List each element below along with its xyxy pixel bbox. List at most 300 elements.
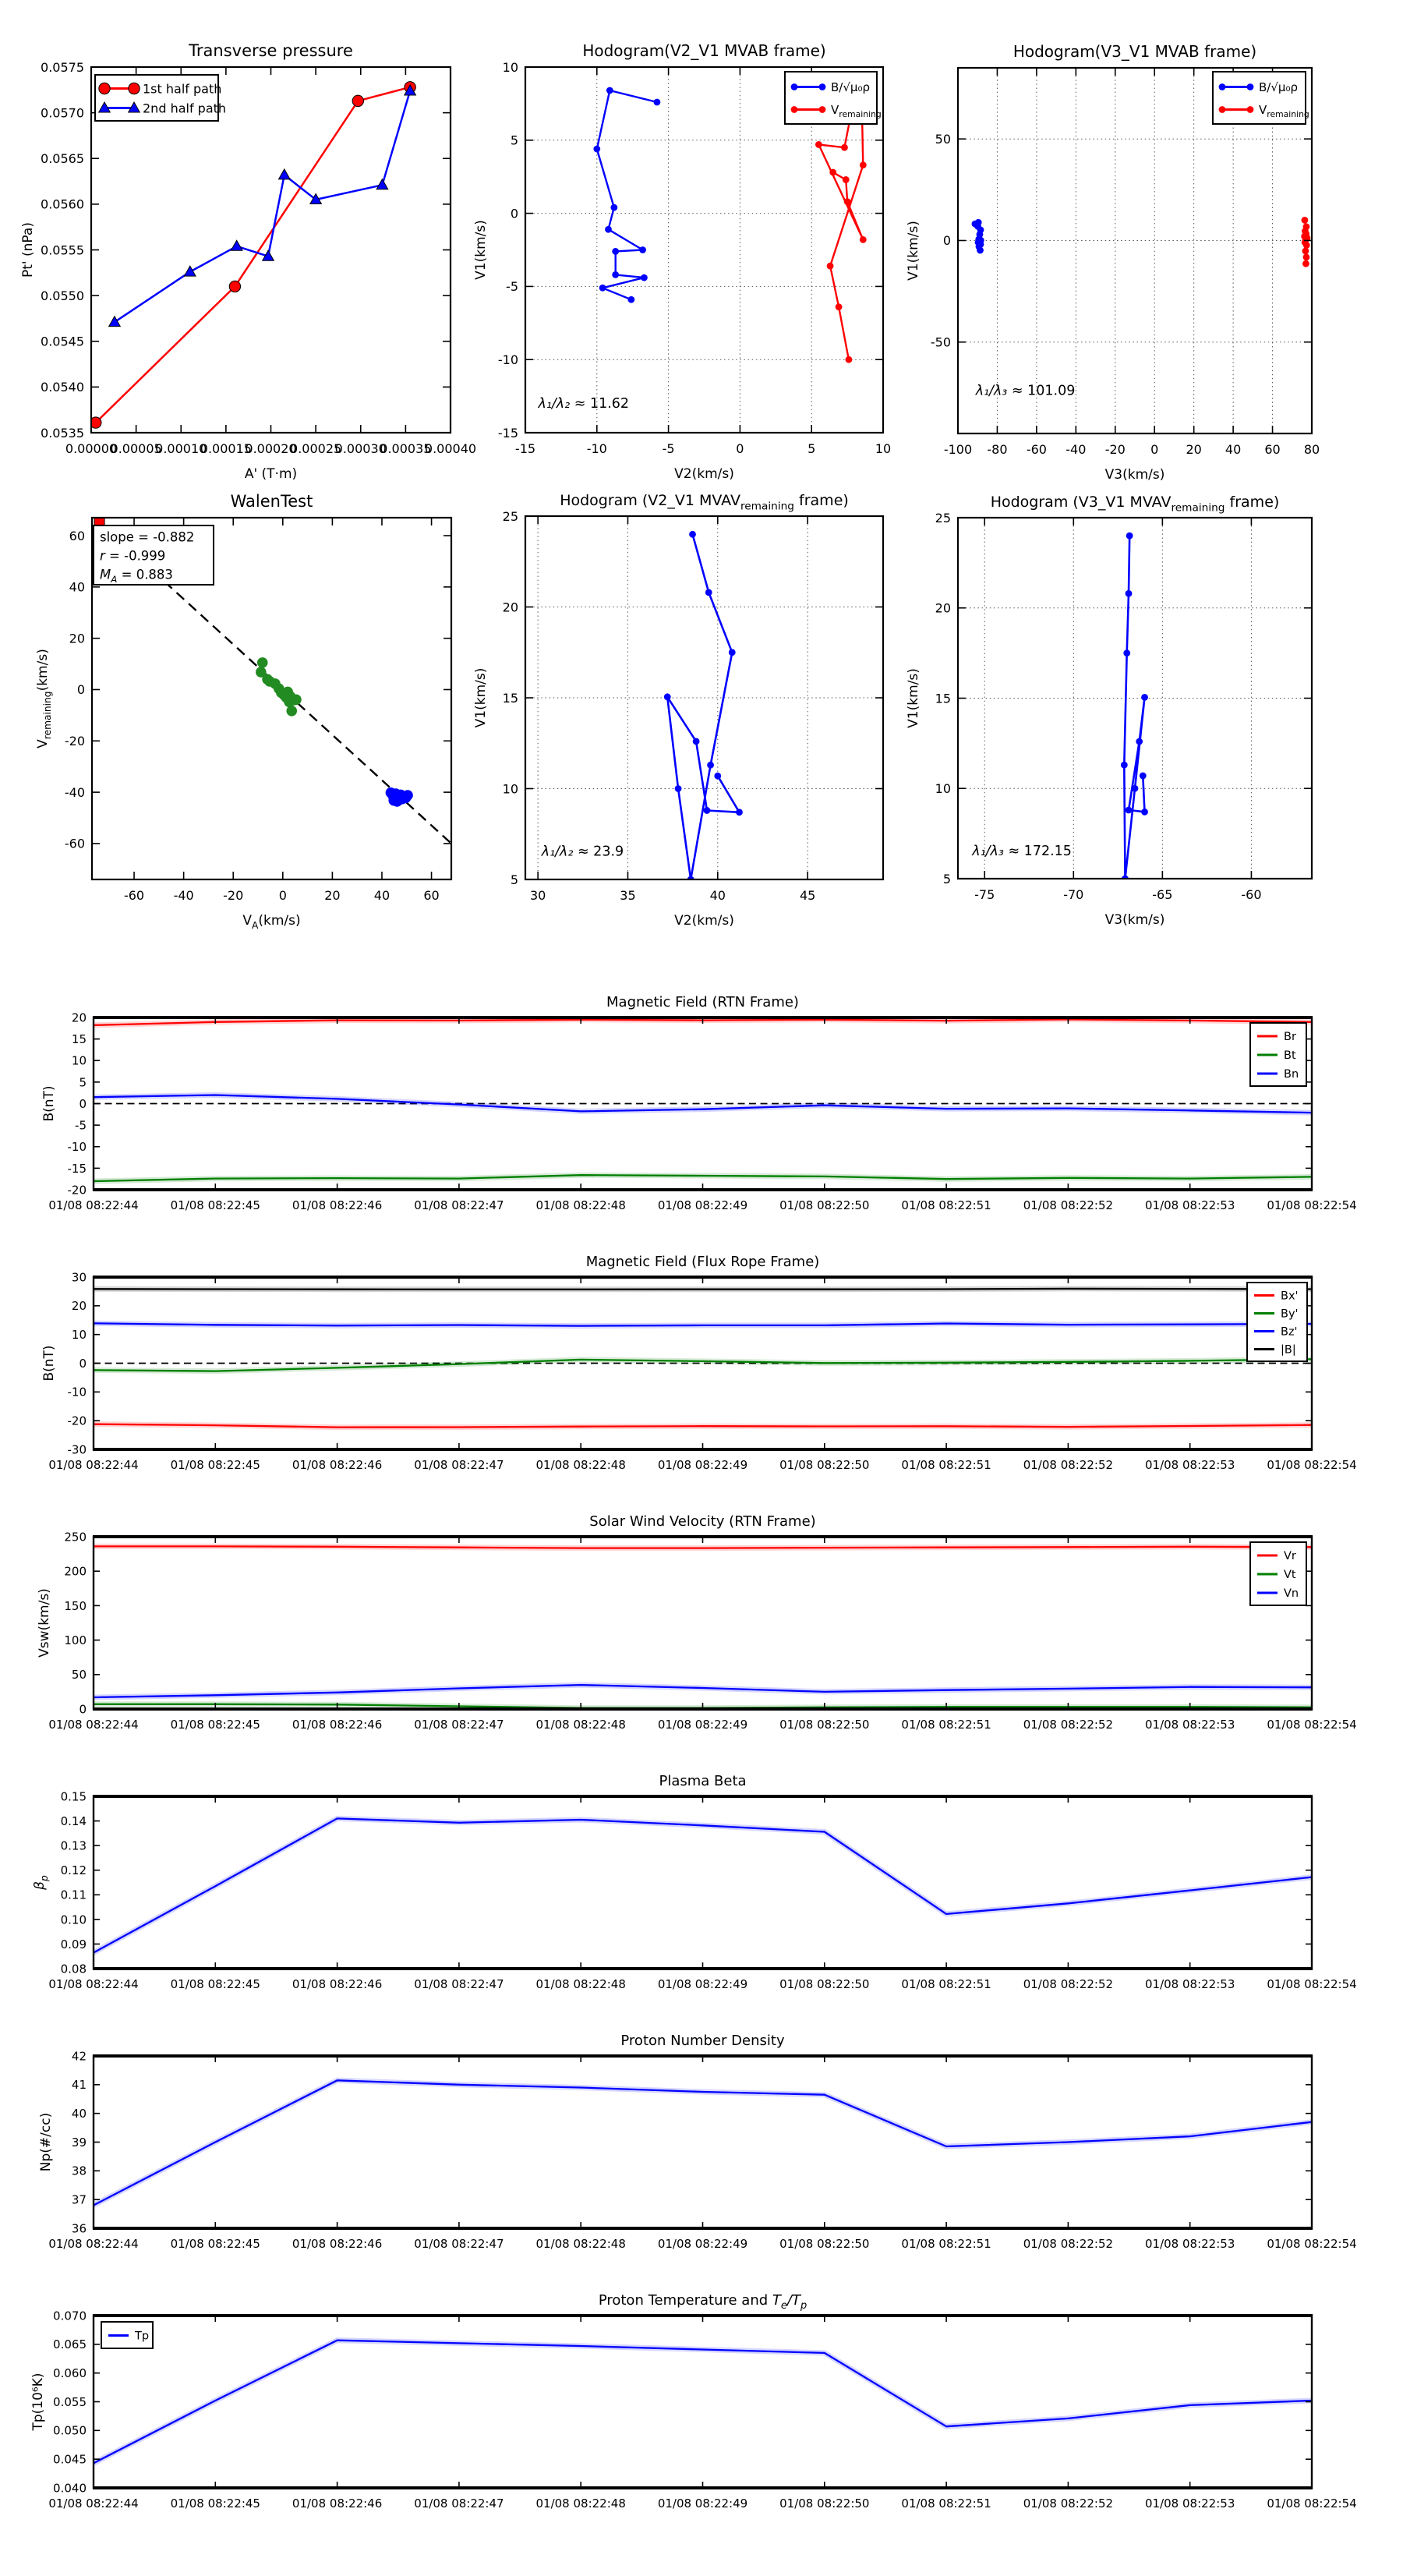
x-tick-label: 01/08 08:22:45: [170, 2496, 260, 2511]
y-tick-label: 20: [71, 1010, 87, 1025]
series-b-sqrt-mu0-rho-: [593, 87, 660, 303]
y-tick-label: 20: [502, 600, 518, 615]
stats-line: slope = -0.882: [100, 529, 195, 545]
y-axis-label: $\beta_p$: [32, 1875, 50, 1890]
x-tick-label: 0.00030: [334, 441, 387, 456]
x-tick-label: -60: [1241, 887, 1262, 902]
chart-title: Solar Wind Velocity (RTN Frame): [589, 1513, 816, 1530]
series-group: [664, 531, 743, 883]
marker-dot: [1126, 590, 1133, 597]
marker-dot: [675, 785, 682, 792]
y-tick-label: 0.14: [60, 1813, 87, 1828]
marker-dot: [394, 794, 405, 805]
marker-circle: [99, 83, 110, 94]
stats-line: $M_A = 0.883$: [100, 567, 173, 586]
x-axis-label: A' (T·m): [244, 466, 298, 482]
x-tick-label: 01/08 08:22:51: [901, 1458, 991, 1472]
x-tick-label: 10: [875, 441, 892, 456]
x-tick-label: 0: [1150, 442, 1159, 457]
marker-dot: [846, 356, 853, 363]
x-tick-label: 0.00015: [200, 441, 252, 456]
x-tick-label: 01/08 08:22:46: [292, 1977, 383, 1991]
x-tick-label: 01/08 08:22:44: [48, 1977, 139, 1991]
x-tick-label: 60: [423, 888, 440, 903]
series-group: [1121, 533, 1148, 883]
series--b-: [94, 1289, 1312, 1290]
y-tick-label: 0.13: [60, 1838, 87, 1853]
x-tick-label: 01/08 08:22:51: [901, 2237, 991, 2251]
x-tick-label: 01/08 08:22:48: [535, 1198, 626, 1212]
y-tick-label: 0.045: [53, 2452, 87, 2467]
x-tick-label: 0.00035: [380, 441, 432, 456]
marker-dot: [257, 657, 268, 668]
x-tick-label: 01/08 08:22:51: [901, 1977, 991, 1991]
marker-dot: [605, 226, 612, 233]
chart-title: Proton Number Density: [620, 2033, 785, 2049]
x-tick-label: 01/08 08:22:48: [535, 2237, 626, 2251]
x-tick-label: 01/08 08:22:53: [1145, 2237, 1235, 2251]
marker-triangle: [231, 240, 242, 250]
y-tick-label: 0.0555: [41, 242, 84, 258]
x-tick-label: 01/08 08:22:53: [1145, 1977, 1235, 1991]
series-vr: [94, 1546, 1312, 1548]
x-tick-label: 40: [709, 888, 726, 903]
marker-dot: [606, 87, 613, 94]
y-tick-label: -15: [497, 425, 518, 441]
marker-dot: [819, 83, 826, 90]
marker-dot: [819, 106, 826, 113]
x-tick-label: 01/08 08:22:53: [1145, 2496, 1235, 2511]
x-tick-label: -40: [1066, 442, 1087, 457]
x-tick-label: -75: [974, 887, 995, 902]
x-tick-label: 0.00005: [110, 441, 162, 456]
x-tick-label: 20: [1186, 442, 1202, 457]
x-tick-label: 01/08 08:22:54: [1267, 1977, 1357, 1991]
marker-dot: [791, 83, 798, 90]
chart-proton-density: [38, 2033, 1357, 2251]
x-tick-label: -10: [586, 441, 607, 456]
y-tick-label: 30: [71, 1270, 87, 1285]
x-tick-label: 0: [278, 888, 287, 903]
marker-dot: [1219, 106, 1226, 113]
marker-dot: [1126, 807, 1133, 814]
series-1st-half-path: [90, 82, 416, 429]
legend: [95, 75, 226, 121]
x-tick-label: 01/08 08:22:48: [535, 1718, 626, 1732]
annotation: λ₁/λ₂ ≈ 23.9: [541, 844, 624, 860]
x-tick-label: 01/08 08:22:47: [414, 1458, 504, 1472]
marker-dot: [1123, 649, 1130, 656]
y-tick-label: 0: [76, 682, 85, 698]
x-tick-label: 0.00025: [290, 441, 342, 456]
x-tick-label: 01/08 08:22:53: [1145, 1198, 1235, 1212]
marker-dot: [1247, 106, 1254, 113]
y-tick-label: -20: [67, 1414, 87, 1428]
chart-walen-test: [35, 492, 451, 931]
x-tick-label: 01/08 08:22:45: [170, 2237, 260, 2251]
x-tick-label: 01/08 08:22:49: [657, 2237, 748, 2251]
marker-dot: [1247, 83, 1254, 90]
plot-border: [94, 1796, 1312, 1969]
x-tick-label: 80: [1303, 442, 1320, 457]
series-group: [94, 1546, 1312, 1707]
marker-dot: [841, 144, 848, 151]
y-tick-label: 38: [71, 2164, 87, 2178]
marker-dot: [693, 738, 700, 745]
y-tick-label: -5: [506, 279, 518, 295]
marker-dot: [705, 589, 712, 596]
series-by-: [94, 1359, 1312, 1371]
marker-dot: [815, 141, 822, 148]
x-tick-label: -15: [514, 441, 536, 456]
y-tick-label: 40: [71, 2107, 87, 2121]
y-tick-label: 150: [64, 1598, 87, 1613]
y-tick-label: 15: [502, 690, 518, 706]
x-tick-label: 01/08 08:22:47: [414, 2496, 504, 2511]
x-axis-label: V3(km/s): [1104, 467, 1165, 483]
marker-dot: [1141, 809, 1148, 816]
legend-label: $V_{remaining}$: [831, 102, 882, 120]
y-tick-label: 10: [71, 1328, 87, 1343]
y-tick-label: 50: [71, 1668, 87, 1683]
x-tick-label: 01/08 08:22:54: [1267, 1198, 1357, 1212]
x-tick-label: 35: [620, 888, 636, 903]
y-tick-label: 0.0570: [41, 105, 84, 121]
x-tick-label: 45: [799, 888, 816, 903]
x-tick-label: 60: [1264, 442, 1281, 457]
chart-title: Magnetic Field (RTN Frame): [606, 994, 799, 1010]
x-tick-label: 01/08 08:22:48: [535, 1458, 626, 1472]
grid: [958, 518, 1312, 879]
legend: [1250, 1542, 1306, 1605]
marker-circle: [129, 83, 140, 94]
x-tick-label: 01/08 08:22:46: [292, 1458, 383, 1472]
y-tick-label: 0.070: [53, 2309, 87, 2323]
ticks: [91, 67, 451, 433]
marker-triangle: [376, 179, 388, 189]
x-tick-label: 01/08 08:22:50: [779, 2496, 870, 2511]
chart-hodogram-v2v1-mvav: [473, 492, 883, 929]
y-tick-label: 20: [69, 631, 85, 646]
marker-dot: [610, 204, 617, 211]
y-axis-label: Tp(10⁶K): [30, 2373, 46, 2431]
y-tick-label: 20: [71, 1299, 87, 1314]
x-tick-label: 01/08 08:22:54: [1267, 1718, 1357, 1732]
y-tick-label: 0.10: [60, 1913, 87, 1927]
series-bz-: [94, 1323, 1312, 1325]
chart-hodogram-v3v1-mvab: [906, 42, 1320, 483]
x-tick-label: 01/08 08:22:50: [779, 2237, 870, 2251]
y-tick-label: 0: [79, 1356, 87, 1371]
y-tick-label: 0: [942, 233, 951, 249]
marker-dot: [1132, 785, 1139, 792]
x-axis-label: V2(km/s): [674, 466, 734, 482]
y-tick-label: -50: [930, 334, 951, 350]
marker-dot: [639, 246, 646, 253]
marker-dot: [704, 807, 711, 814]
y-tick-label: 250: [64, 1530, 87, 1545]
x-tick-label: 20: [324, 888, 341, 903]
y-tick-label: 0.060: [53, 2366, 87, 2381]
y-tick-label: 0.0560: [41, 196, 84, 212]
legend-label: Vr: [1284, 1550, 1296, 1563]
ticks: [958, 518, 1312, 879]
marker-dot: [1121, 762, 1128, 769]
chart-hodogram-v2v1-mvab: [473, 41, 891, 482]
series-tp: [94, 2341, 1312, 2464]
y-tick-label: -10: [67, 1140, 87, 1155]
ticks: [94, 2316, 1312, 2488]
legend-label: Bt: [1284, 1049, 1296, 1063]
marker-dot: [612, 248, 619, 255]
series-group: [94, 2341, 1312, 2464]
plot-border: [94, 2056, 1312, 2228]
y-axis-label: V1(km/s): [906, 668, 921, 728]
y-tick-label: 0.12: [60, 1863, 87, 1878]
marker-triangle: [278, 169, 290, 179]
chart-title: Magnetic Field (Flux Rope Frame): [585, 1254, 820, 1270]
y-tick-label: 0.055: [53, 2394, 87, 2409]
chart-title: Hodogram (V3_V1 $MVAV_{remaining}$ frame): [990, 494, 1280, 515]
y-tick-label: 0.050: [53, 2423, 87, 2438]
x-tick-label: 0.00040: [424, 441, 477, 456]
y-tick-label: 25: [502, 508, 518, 524]
chart-hodogram-v3v1-mvav: [906, 494, 1312, 928]
x-tick-label: 0.00000: [65, 441, 118, 456]
marker-triangle: [109, 317, 121, 327]
marker-dot: [286, 706, 297, 717]
marker-dot: [1219, 83, 1226, 90]
y-tick-label: 15: [71, 1032, 87, 1047]
marker-dot: [1302, 248, 1309, 255]
series-group: [94, 1020, 1312, 1182]
chart-title: Transverse pressure: [189, 41, 353, 60]
y-axis-label: $V_{remaining}(km/s)$: [35, 649, 53, 748]
legend: [101, 2322, 153, 2348]
legend-label: $V_{remaining}$: [1259, 102, 1309, 120]
y-axis-label: Pt' (nPa): [20, 222, 36, 278]
y-tick-label: 200: [64, 1564, 87, 1579]
x-tick-label: 40: [1225, 442, 1242, 457]
legend-label: |B|: [1281, 1343, 1296, 1357]
marker-dot: [791, 106, 798, 113]
chart-title: Hodogram (V2_V1 $MVAV_{remaining}$ frame): [560, 492, 849, 513]
x-tick-label: 01/08 08:22:49: [657, 1458, 748, 1472]
legend: [1247, 1283, 1307, 1361]
y-axis-label: V1(km/s): [473, 667, 489, 728]
y-axis-label: V1(km/s): [473, 220, 489, 280]
y-tick-label: 0.08: [60, 1962, 87, 1976]
y-tick-label: 0.040: [53, 2481, 87, 2496]
series-group: [593, 87, 866, 363]
x-tick-label: 01/08 08:22:54: [1267, 2237, 1357, 2251]
y-tick-label: -10: [67, 1385, 87, 1399]
series-mid-points: [256, 657, 302, 716]
marker-dot: [827, 263, 834, 270]
y-tick-label: 42: [71, 2049, 87, 2064]
x-tick-label: 30: [529, 888, 546, 903]
y-tick-label: -20: [64, 734, 85, 749]
y-tick-label: -20: [67, 1183, 87, 1198]
y-tick-label: 60: [69, 528, 85, 543]
y-axis-label: Vsw(km/s): [37, 1588, 52, 1658]
chart-title: Proton Temperature and $T_e/T_p$: [598, 2292, 808, 2312]
y-tick-label: 5: [79, 1075, 87, 1090]
y-tick-label: 5: [510, 872, 518, 887]
y-tick-label: 10: [71, 1053, 87, 1068]
x-tick-label: 01/08 08:22:52: [1023, 1198, 1114, 1212]
y-tick-label: -10: [497, 352, 518, 367]
chart-vsw-rtn: [37, 1513, 1357, 1732]
series-group: [94, 1289, 1312, 1428]
legend: [1250, 1023, 1306, 1086]
series-group: [94, 2080, 1312, 2205]
x-tick-label: 01/08 08:22:53: [1145, 1458, 1235, 1472]
x-tick-label: -60: [123, 888, 145, 903]
y-tick-label: 5: [942, 871, 951, 886]
marker-dot: [836, 303, 843, 310]
marker-dot: [829, 169, 836, 176]
marker-dot: [627, 296, 634, 303]
x-tick-label: 01/08 08:22:47: [414, 2237, 504, 2251]
ticks: [94, 1796, 1312, 1969]
y-axis-label: V1(km/s): [906, 221, 921, 281]
x-tick-label: 01/08 08:22:49: [657, 1198, 748, 1212]
y-tick-label: 40: [69, 579, 85, 595]
series-bx-: [94, 1424, 1312, 1428]
y-tick-label: -60: [64, 836, 85, 851]
chart-title: Plasma Beta: [659, 1773, 747, 1789]
x-tick-label: 01/08 08:22:52: [1023, 1718, 1114, 1732]
x-tick-label: 0: [736, 441, 744, 456]
y-tick-label: -40: [64, 784, 85, 800]
x-tick-label: 01/08 08:22:45: [170, 1198, 260, 1212]
chart-transverse-pressure: [20, 41, 476, 482]
x-tick-label: 01/08 08:22:54: [1267, 2496, 1357, 2511]
legend-label: 2nd half path: [143, 101, 227, 116]
marker-dot: [291, 695, 302, 706]
marker-triangle: [184, 266, 196, 276]
y-tick-label: 0.15: [60, 1789, 87, 1804]
legend-label: B/√μ₀ρ: [1259, 80, 1298, 94]
y-tick-label: 5: [510, 133, 518, 148]
x-tick-label: 01/08 08:22:46: [292, 2237, 383, 2251]
y-tick-label: 15: [935, 691, 951, 706]
plot-border: [91, 67, 451, 433]
marker-dot: [977, 247, 984, 254]
series-b-sqrt-mu0-rho-: [972, 219, 984, 253]
x-tick-label: 01/08 08:22:50: [779, 1977, 870, 1991]
x-axis-label: $V_A(km/s)$: [242, 913, 301, 931]
y-tick-label: 10: [502, 781, 518, 797]
x-tick-label: 01/08 08:22:50: [779, 1458, 870, 1472]
series-vn: [94, 1685, 1312, 1697]
x-tick-label: 01/08 08:22:47: [414, 1718, 504, 1732]
legend-label: B/√μ₀ρ: [831, 80, 870, 94]
x-tick-label: 01/08 08:22:52: [1023, 1977, 1114, 1991]
x-tick-label: 01/08 08:22:52: [1023, 2496, 1114, 2511]
y-tick-label: 41: [71, 2078, 87, 2093]
x-tick-label: 01/08 08:22:44: [48, 1458, 139, 1472]
x-axis-label: V2(km/s): [674, 913, 734, 929]
y-tick-label: 0.09: [60, 1937, 87, 1951]
y-tick-label: -30: [67, 1442, 87, 1457]
x-tick-label: -60: [1026, 442, 1047, 457]
x-tick-label: 01/08 08:22:53: [1145, 1718, 1235, 1732]
x-tick-label: -65: [1152, 887, 1173, 902]
legend-label: Bx': [1281, 1290, 1299, 1303]
marker-circle: [229, 281, 240, 292]
x-tick-label: 01/08 08:22:44: [48, 1718, 139, 1732]
y-tick-label: 25: [935, 510, 951, 525]
legend-label: 1st half path: [143, 81, 222, 97]
chart-plasma-beta: [32, 1773, 1357, 1991]
x-tick-label: 01/08 08:22:44: [48, 2237, 139, 2251]
marker-dot: [599, 285, 606, 292]
y-tick-label: 0.0545: [41, 334, 84, 349]
x-tick-label: 01/08 08:22:45: [170, 1977, 260, 1991]
x-tick-label: 01/08 08:22:54: [1267, 1458, 1357, 1472]
marker-dot: [1141, 694, 1148, 701]
marker-dot: [736, 809, 743, 816]
x-tick-label: -100: [943, 442, 973, 457]
x-tick-label: 01/08 08:22:44: [48, 2496, 139, 2511]
y-axis-label: B(nT): [41, 1345, 57, 1382]
series-v-remaining-hodogram: [664, 531, 743, 883]
x-tick-label: 01/08 08:22:49: [657, 1977, 748, 1991]
y-axis-label: Np(#/cc): [38, 2112, 54, 2172]
legend-label: Br: [1284, 1031, 1296, 1044]
x-tick-label: 01/08 08:22:51: [901, 1718, 991, 1732]
x-tick-label: 01/08 08:22:44: [48, 1198, 139, 1212]
marker-dot: [714, 773, 721, 780]
x-tick-label: 01/08 08:22:52: [1023, 1458, 1114, 1472]
marker-dot: [1302, 217, 1309, 224]
marker-circle: [352, 95, 363, 106]
series-bt: [94, 1175, 1312, 1181]
x-tick-label: -20: [223, 888, 244, 903]
x-tick-label: 01/08 08:22:50: [779, 1198, 870, 1212]
chart-mag-rtn: [41, 994, 1357, 1212]
chart-title: Hodogram(V3_V1 MVAB frame): [1012, 42, 1257, 61]
x-tick-label: 01/08 08:22:48: [535, 1977, 626, 1991]
y-tick-label: 20: [935, 600, 951, 616]
x-tick-label: 01/08 08:22:49: [657, 2496, 748, 2511]
y-tick-label: 37: [71, 2192, 87, 2207]
grid: [525, 516, 883, 879]
marker-dot: [612, 271, 619, 278]
x-tick-label: 40: [373, 888, 391, 903]
marker-dot: [1303, 253, 1310, 260]
legend-label: Vn: [1284, 1587, 1299, 1601]
y-tick-label: 36: [71, 2221, 87, 2236]
x-tick-label: 0.00020: [245, 441, 297, 456]
y-tick-label: 100: [64, 1633, 87, 1647]
x-tick-label: 01/08 08:22:50: [779, 1718, 870, 1732]
legend: [1213, 72, 1309, 124]
x-tick-label: 01/08 08:22:45: [170, 1458, 260, 1472]
x-tick-label: -20: [1104, 442, 1126, 457]
chart-title: Hodogram(V2_V1 MVAB frame): [582, 41, 826, 60]
chart-mag-fluxrope: [41, 1254, 1357, 1472]
x-tick-label: 01/08 08:22:46: [292, 1198, 383, 1212]
marker-dot: [860, 161, 867, 168]
y-tick-label: 10: [935, 781, 951, 797]
stats-line: r = -0.999: [100, 548, 166, 564]
marker-dot: [1303, 242, 1310, 249]
series-v-remaining: [815, 93, 867, 363]
ticks: [94, 1537, 1312, 1709]
